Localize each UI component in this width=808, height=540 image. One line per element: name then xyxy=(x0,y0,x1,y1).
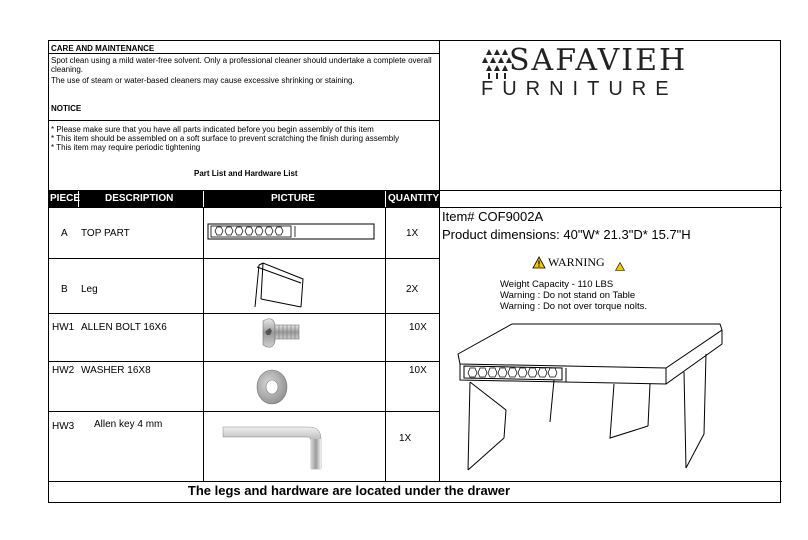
row-a-piece: A xyxy=(61,228,68,239)
row-hw1-quantity: 10X xyxy=(409,322,427,333)
care-divider xyxy=(49,53,439,54)
header-picture: PICTURE xyxy=(271,191,315,207)
allen-key-icon xyxy=(221,421,331,471)
care-title: CARE AND MAINTENANCE xyxy=(51,44,155,53)
instruction-sheet xyxy=(48,40,781,503)
notice-item-3: * This item may require periodic tightening xyxy=(51,143,201,152)
row-b-piece: B xyxy=(61,284,68,295)
row-sep-3 xyxy=(49,361,439,362)
row-b-description: Leg xyxy=(81,284,98,295)
row-hw2-piece: HW2 xyxy=(52,365,75,376)
item-number: Item# COF9002A xyxy=(442,209,544,224)
footer-note: The legs and hardware are located under the drawer xyxy=(187,483,511,498)
warning-triangle-icon xyxy=(532,256,546,269)
notice-title: NOTICE xyxy=(51,104,82,113)
header-description: DESCRIPTION xyxy=(105,191,173,207)
row-hw3-description: Allen key 4 mm xyxy=(94,419,163,430)
product-dimensions: Product dimensions: 40"W* 21.3"D* 15.7"H xyxy=(442,227,691,242)
header-piece: PIECE xyxy=(50,191,80,207)
table-header-bottom xyxy=(49,207,782,208)
brand-subtitle: FURNITURE xyxy=(481,78,678,100)
care-text-2: The use of steam or water-based cleaners may cause excessive shrinking or staining. xyxy=(51,76,355,85)
row-a-quantity: 1X xyxy=(406,228,419,239)
brand-name: SAFAVIEH xyxy=(509,43,688,78)
leg-icon xyxy=(239,259,309,311)
top-part-icon xyxy=(207,221,377,243)
header-sep-1 xyxy=(78,191,79,207)
row-hw2-quantity: 10X xyxy=(409,365,427,376)
row-hw2-description: WASHER 16X8 xyxy=(81,365,151,376)
warning-capacity: Weight Capacity - 110 LBS xyxy=(500,279,614,290)
notice-item-2: * This item should be assembled on a soft surface to prevent scratching the finish during assembly xyxy=(51,134,400,143)
header-sep-2 xyxy=(203,191,204,207)
header-sep-3 xyxy=(385,191,386,207)
row-a-description: TOP PART xyxy=(81,228,130,239)
parts-title: Part List and Hardware List xyxy=(194,169,298,178)
row-sep-2 xyxy=(49,313,439,314)
header-quantity: QUANTITY xyxy=(388,191,439,207)
allen-bolt-icon xyxy=(259,315,303,351)
warning-stand: Warning : Do not stand on Table xyxy=(500,290,636,301)
warning-torque: Warning : Do not over torque nolts. xyxy=(500,301,647,312)
row-hw3-piece: HW3 xyxy=(52,421,75,432)
notice-item-1: * Please make sure that you have all parts indicated before you begin assembly of this item xyxy=(51,125,374,134)
row-hw1-description: ALLEN BOLT 16X6 xyxy=(81,322,167,333)
warning-title: WARNING xyxy=(548,255,605,269)
care-text-1: Spot clean using a mild water-free solvent. Only a professional cleaner should undertake a complete overall cleaning. xyxy=(51,56,432,74)
row-sep-4 xyxy=(49,411,439,412)
row-hw1-piece: HW1 xyxy=(52,322,75,333)
picture-col-left xyxy=(203,207,204,481)
row-hw3-quantity: 1X xyxy=(399,433,412,444)
row-b-quantity: 2X xyxy=(406,284,419,295)
footer-divider xyxy=(49,481,782,482)
picture-col-right xyxy=(385,207,386,481)
main-column-divider xyxy=(439,41,440,481)
warning-triangle-small-icon xyxy=(615,258,625,267)
washer-icon xyxy=(252,367,292,407)
coffee-table-illustration xyxy=(454,318,734,478)
notice-divider xyxy=(49,120,439,121)
